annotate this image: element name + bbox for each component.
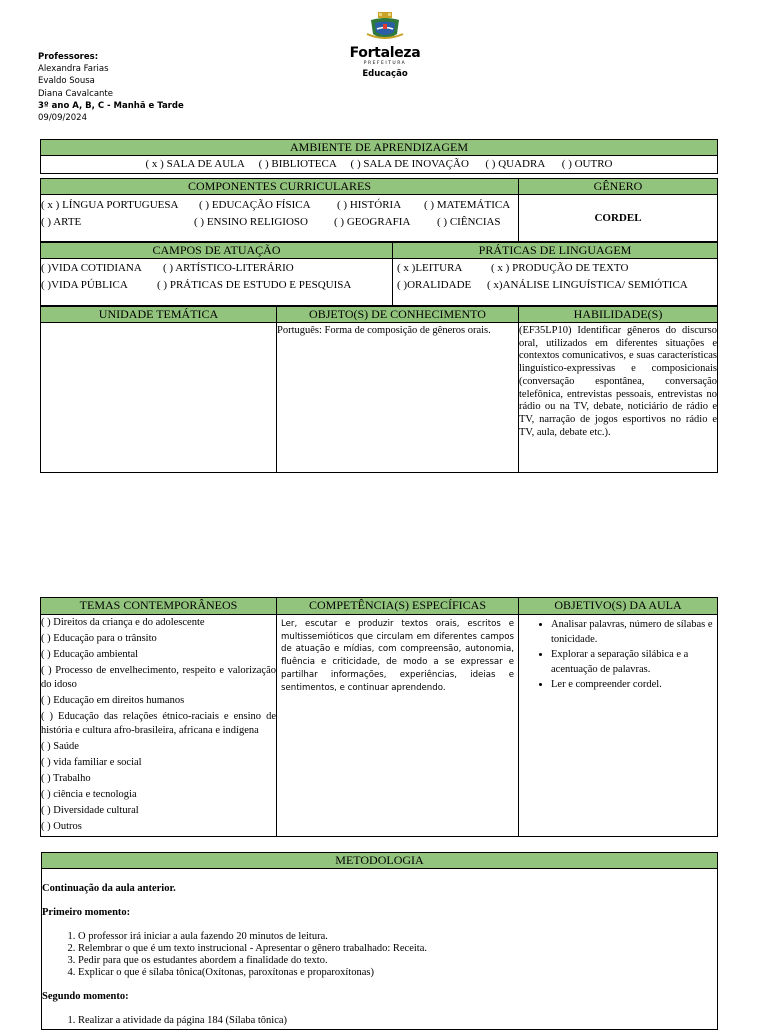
componente-option[interactable]: ( ) GEOGRAFIA	[334, 215, 411, 228]
metodologia-body	[42, 869, 718, 1030]
pratica-option[interactable]: ( x ) PRODUÇÃO DE TEXTO	[491, 262, 629, 274]
metodologia-intro: Continuação da aula anterior.	[42, 883, 176, 894]
pratica-option[interactable]: ( x)ANÁLISE LINGUÍSTICA/ SEMIÓTICA	[487, 279, 688, 291]
teacher-name: Alexandra Farias	[38, 64, 109, 75]
ambiente-options	[41, 156, 718, 174]
campo-option[interactable]: ( )VIDA PÚBLICA	[41, 279, 128, 291]
class-info: 3º ano A, B, C - Manhã e Tarde	[38, 100, 184, 111]
ambiente-option[interactable]: ( ) OUTRO	[561, 158, 613, 170]
tema-item[interactable]: ( ) ciência e tecnologia	[41, 789, 137, 800]
genero-title: GÊNERO	[519, 179, 718, 195]
genero-value: CORDEL	[519, 195, 718, 242]
praticas-options	[393, 259, 718, 306]
componente-option[interactable]: ( ) MATEMÁTICA	[424, 199, 511, 211]
logo-brand: Fortaleza	[349, 45, 421, 61]
campo-option[interactable]: ( ) ARTÍSTICO-LITERÁRIO	[163, 262, 294, 274]
ambiente-title: AMBIENTE DE APRENDIZAGEM	[41, 140, 718, 156]
teacher-name: Diana Cavalcante	[38, 88, 113, 99]
componente-option[interactable]: ( ) EDUCAÇÃO FÍSICA	[199, 199, 311, 211]
componentes-options	[41, 195, 519, 242]
componente-option[interactable]: ( x ) LÍNGUA PORTUGUESA	[41, 199, 179, 211]
conhecimento-table	[40, 306, 718, 473]
campo-option[interactable]: ( )VIDA COTIDIANA	[41, 262, 142, 274]
habilidade-title: HABILIDADE(S)	[519, 307, 718, 323]
campos-options	[41, 259, 393, 306]
objetivo-item: • Ler e compreender cordel.	[551, 677, 717, 692]
habilidade-value: (EF35LP10) Identificar gêneros do discurso oral, utilizados em diferentes situações e contextos comunicativos, e suas características linguístico-expressivas e composicionais (conversação espontânea, conversação telefônica, entrevistas pessoais, entrevistas no rádio ou na TV, debate, noticiário de rádio e TV, narração de jogos esportivos no rádio e TV, aula, debate etc.).	[519, 323, 718, 473]
ambiente-option[interactable]: ( ) BIBLIOTECA	[258, 158, 337, 170]
objetivo-item: • Explorar a separação silábica e a acentuação de palavras.	[551, 647, 717, 677]
tema-item[interactable]: ( ) Trabalho	[41, 773, 91, 784]
ambiente-table	[40, 139, 718, 174]
componente-option[interactable]: ( ) ARTE	[41, 215, 82, 228]
step-item: 4. Explicar o que é sílaba tônica(Oxítonas, paroxítonas e proparoxítonas)	[78, 967, 717, 979]
unidade-value	[41, 323, 277, 473]
objeto-value: Português: Forma de composição de gêneros orais.	[277, 323, 519, 473]
metodologia-title: METODOLOGIA	[42, 853, 718, 869]
temas-table	[40, 597, 718, 837]
objetivos-title: OBJETIVO(S) DA AULA	[519, 598, 718, 615]
segundo-momento-list	[42, 1015, 717, 1027]
logo-department: Educação	[362, 69, 408, 79]
componente-option[interactable]: ( ) CIÊNCIAS	[437, 215, 501, 228]
primeiro-momento-title: Primeiro momento:	[42, 907, 131, 918]
tema-item[interactable]: ( ) Direitos da criança e do adolescente	[41, 617, 205, 628]
metodologia-table	[41, 852, 718, 1030]
tema-item[interactable]: ( ) Diversidade cultural	[41, 805, 139, 816]
campos-title: CAMPOS DE ATUAÇÃO	[41, 243, 393, 259]
step-item: 1. O professor irá iniciar a aula fazendo 20 minutos de leitura.	[78, 931, 717, 943]
tema-item[interactable]: ( ) Outros	[41, 821, 82, 832]
campos-table	[40, 242, 718, 306]
tema-item[interactable]: ( ) Educação em direitos humanos	[41, 695, 185, 706]
prefeitura-logo	[340, 12, 430, 81]
header-info	[38, 51, 184, 124]
componente-option[interactable]: ( ) HISTÓRIA	[337, 199, 402, 211]
step-item: 2. Relembrar o que é um texto instrucional - Apresentar o gênero trabalhado: Receita.	[78, 943, 717, 955]
primeiro-momento-list	[42, 931, 717, 979]
tema-item[interactable]: ( ) Saúde	[41, 741, 79, 752]
componente-option[interactable]: ( ) ENSINO RELIGIOSO	[194, 215, 308, 228]
objeto-title: OBJETO(S) DE CONHECIMENTO	[277, 307, 519, 323]
componentes-table	[40, 178, 718, 242]
logo-subtitle: PREFEITURA	[363, 61, 407, 66]
tema-item[interactable]: ( ) Educação para o trânsito	[41, 633, 157, 644]
coat-of-arms-icon	[365, 12, 405, 42]
temas-list	[41, 615, 277, 837]
tema-item[interactable]: ( ) Educação ambiental	[41, 649, 139, 660]
tema-item[interactable]: ( ) vida familiar e social	[41, 757, 142, 768]
step-item: 1. Realizar a atividade da página 184 (Sílaba tônica)	[78, 1015, 717, 1027]
competencias-title: COMPETÊNCIA(S) ESPECÍFICAS	[277, 598, 519, 615]
objetivo-item: • Analisar palavras, número de sílabas e tonicidade.	[551, 617, 717, 647]
praticas-title: PRÁTICAS DE LINGUAGEM	[393, 243, 718, 259]
date: 09/09/2024	[38, 113, 87, 124]
temas-title: TEMAS CONTEMPORÂNEOS	[41, 598, 277, 615]
step-item: 3. Pedir para que os estudantes abordem a finalidade do texto.	[78, 955, 717, 967]
componentes-title: COMPONENTES CURRICULARES	[41, 179, 519, 195]
pratica-option[interactable]: ( x )LEITURA	[397, 262, 463, 274]
tema-item[interactable]: ( ) Educação das relações étnico-raciais e ensino de história e cultura afro-brasileira, africana e indígena	[41, 711, 276, 736]
teacher-name: Evaldo Sousa	[38, 76, 95, 87]
ambiente-option[interactable]: ( x ) SALA DE AULA	[145, 158, 245, 170]
professors-label: Professores:	[38, 52, 99, 62]
pratica-option[interactable]: ( )ORALIDADE	[397, 279, 472, 291]
tema-item[interactable]: ( ) Processo de envelhecimento, respeito e valorização do idoso	[41, 665, 276, 690]
campo-option[interactable]: ( ) PRÁTICAS DE ESTUDO E PESQUISA	[157, 279, 352, 291]
segundo-momento-title: Segundo momento:	[42, 991, 129, 1002]
ambiente-option[interactable]: ( ) SALA DE INOVAÇÃO	[350, 158, 469, 170]
ambiente-option[interactable]: ( ) QUADRA	[485, 158, 546, 170]
unidade-title: UNIDADE TEMÁTICA	[41, 307, 277, 323]
competencias-value: Ler, escutar e produzir textos orais, escritos e multissemióticos que circulam em diferentes campos de atuação e mídias, com compreensão, autonomia, fluência e criticidade, de modo a se expressar e partilhar informações, experiências, ideias e sentimentos, e continuar aprendendo.	[277, 615, 519, 837]
objetivos-list	[519, 615, 718, 837]
